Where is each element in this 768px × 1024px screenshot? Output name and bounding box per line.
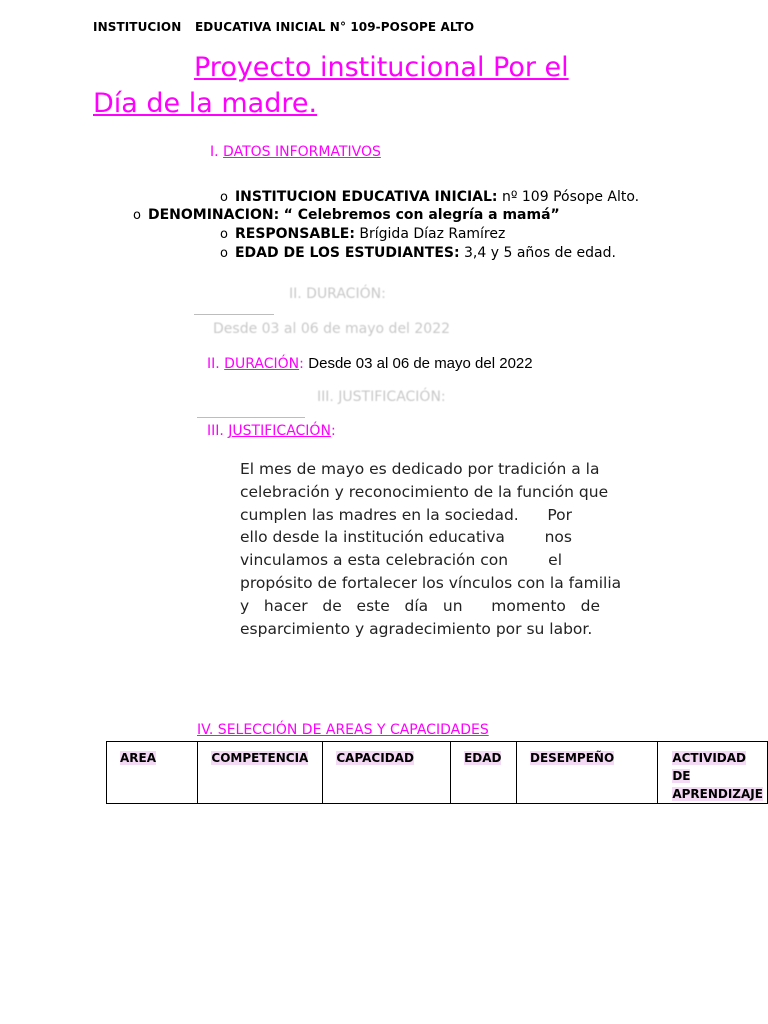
datos-value: 3,4 y 5 años de edad.: [459, 245, 616, 261]
document-title: [93, 50, 693, 122]
duracion-text: Desde 03 al 06 de mayo del 2022: [308, 355, 533, 372]
bullet-icon: o: [133, 208, 141, 223]
paragraph-line: vinculamos a esta celebración con el: [240, 551, 562, 570]
datos-label: DENOMINACION:: [147, 207, 280, 223]
datos-value: nº 109 Pósope Alto.: [497, 189, 640, 205]
datos-label: INSTITUCION EDUCATIVA INICIAL:: [234, 189, 498, 205]
ghost-divider: [197, 417, 305, 418]
paragraph-line: y hacer de este día un momento de: [240, 596, 600, 615]
datos-item-institucion: [220, 189, 639, 205]
title-line-1: Proyecto institucional Por el: [194, 52, 569, 83]
paragraph-line: celebración y reconocimiento de la función que: [240, 482, 609, 501]
datos-label: EDAD DE LOS ESTUDIANTES:: [234, 245, 460, 261]
section-colon: :: [330, 423, 336, 439]
table-header-cell: EDAD: [451, 742, 517, 804]
header-institution: INSTITUCION: [93, 20, 182, 34]
ghost-justificacion-heading: III. JUSTIFICACIÓN:: [317, 389, 446, 405]
table-header-cell: AREA: [107, 742, 198, 804]
datos-item-edad: [220, 245, 616, 261]
section-label: DATOS INFORMATIVOS: [223, 144, 381, 160]
datos-item-denominacion: [133, 207, 560, 223]
ghost-divider: [194, 314, 274, 315]
justificacion-paragraph: [240, 458, 622, 640]
bullet-icon: o: [220, 246, 228, 261]
section-number: III.: [207, 423, 224, 439]
section-label: IV. SELECCIÓN DE AREAS Y CAPACIDADES: [197, 722, 489, 738]
datos-item-responsable: [220, 226, 505, 242]
datos-label: RESPONSABLE:: [234, 226, 355, 242]
section-duracion: [207, 355, 533, 372]
table-header-cell: COMPETENCIA: [198, 742, 323, 804]
bullet-icon: o: [220, 227, 228, 242]
table-header-cell: ACTIVIDAD DE APRENDIZAJE: [658, 742, 768, 804]
areas-table: [106, 741, 768, 804]
datos-value: “ Celebremos con alegría a mamá”: [283, 207, 560, 223]
paragraph-line: propósito de fortalecer los vínculos con la familia: [240, 573, 622, 592]
title-line-2: Día de la madre.: [93, 88, 318, 119]
table-header-cell: DESEMPEÑO: [516, 742, 657, 804]
paragraph-line: esparcimiento y agradecimiento por su labor.: [240, 619, 593, 638]
ghost-duracion-text: Desde 03 al 06 de mayo del 2022: [213, 321, 451, 337]
section-number: II.: [207, 356, 220, 372]
table-header-cell: CAPACIDAD: [323, 742, 451, 804]
paragraph-line: ello desde la institución educativa nos: [240, 528, 572, 547]
section-label: JUSTIFICACIÓN: [228, 423, 331, 439]
section-datos-heading: [210, 144, 381, 160]
bullet-icon: o: [220, 190, 228, 205]
ghost-duracion-heading: II. DURACIÓN:: [289, 286, 386, 302]
header-school-name: EDUCATIVA INICIAL N° 109-POSOPE ALTO: [195, 20, 475, 34]
paragraph-line: El mes de mayo es dedicado por tradición a la: [240, 460, 600, 478]
section-label: DURACIÓN: [224, 356, 300, 372]
section-justificacion: [207, 423, 336, 439]
paragraph-line: cumplen las madres en la sociedad. Por: [240, 505, 572, 524]
datos-value: Brígida Díaz Ramírez: [354, 226, 506, 242]
section-areas-heading: [197, 722, 489, 738]
table-header-row: [107, 742, 768, 804]
section-colon: :: [299, 356, 304, 372]
section-number: I.: [210, 144, 219, 160]
